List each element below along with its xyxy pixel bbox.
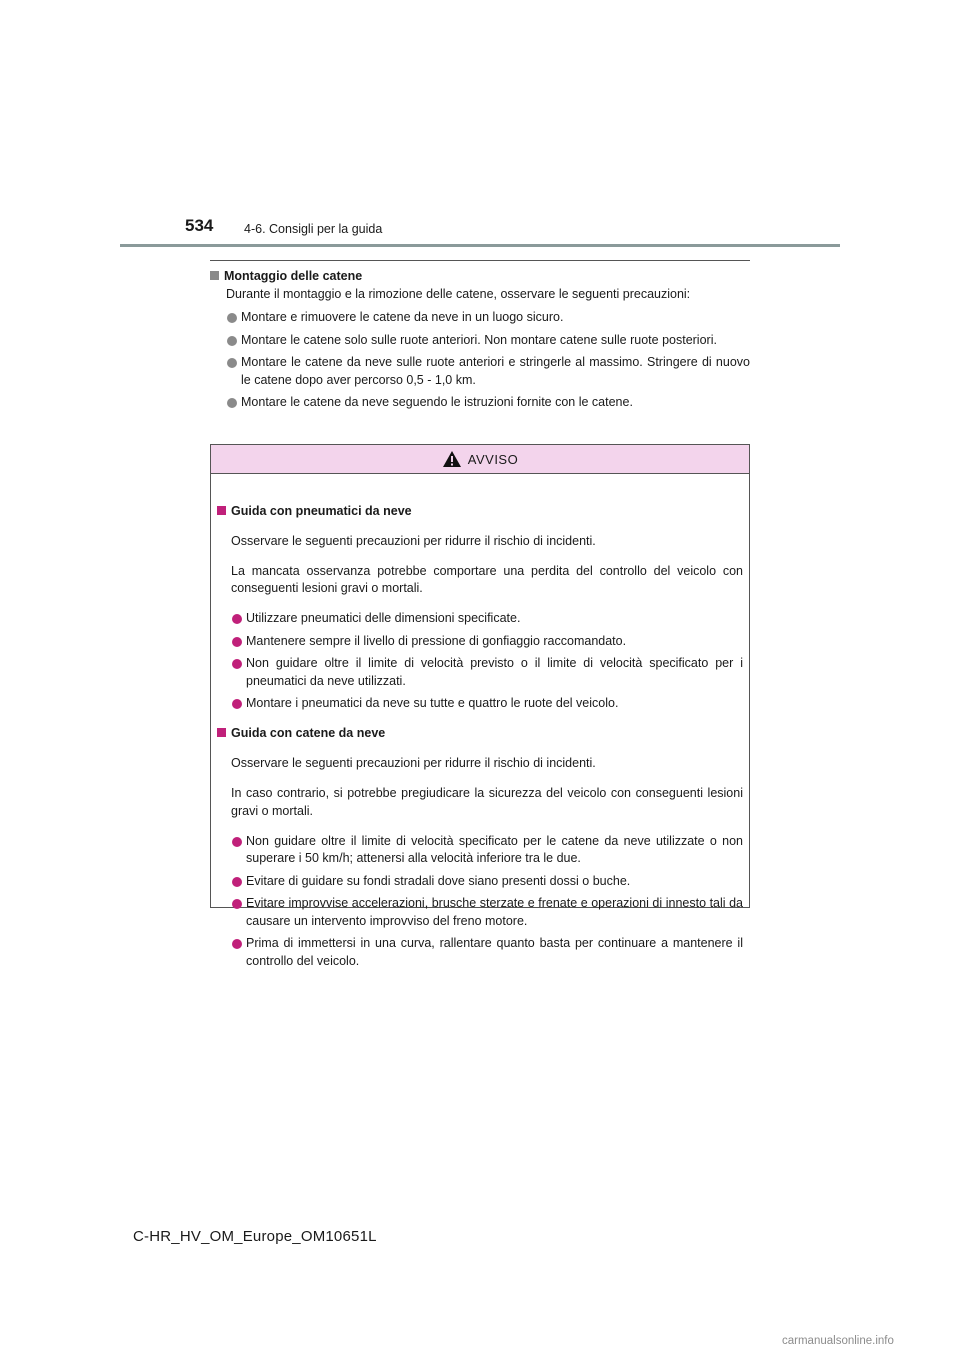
warning-body	[211, 474, 749, 970]
page-number: 534	[185, 216, 214, 235]
warning-section-snow-tires	[217, 503, 743, 713]
circle-bullet-icon	[227, 358, 237, 368]
montaggio-section	[210, 268, 750, 417]
montaggio-bullets	[210, 309, 750, 412]
warning-section-heading: Guida con catene da neve	[217, 725, 743, 743]
header-rule	[120, 244, 840, 247]
circle-bullet-icon	[232, 699, 242, 709]
circle-bullet-icon	[227, 313, 237, 323]
section-rule	[210, 260, 750, 261]
warning-box	[210, 444, 750, 968]
circle-bullet-icon	[232, 877, 242, 887]
warning-intro-line: La mancata osservanza potrebbe comportare una perdita del controllo del veicolo con conseguenti lesioni gravi o mortali.	[231, 563, 743, 595]
circle-bullet-icon	[232, 939, 242, 949]
circle-bullet-icon	[227, 398, 237, 408]
warning-intro-line: In caso contrario, si potrebbe pregiudicare la sicurezza del veicolo con conseguenti lesioni gravi o mortali.	[231, 786, 743, 818]
list-item: Prima di immettersi in una curva, rallentare quanto basta per continuare a mantenere il controllo del veicolo.	[232, 935, 743, 970]
warning-intro-line: Osservare le seguenti precauzioni per ridurre il rischio di incidenti.	[231, 533, 596, 548]
list-item: Montare le catene solo sulle ruote anteriori. Non montare catene sulle ruote posteriori.	[227, 332, 750, 350]
circle-bullet-icon	[227, 336, 237, 346]
list-item: Montare i pneumatici da neve su tutte e quattro le ruote del veicolo.	[232, 695, 743, 713]
warning-intro-line: Osservare le seguenti precauzioni per ridurre il rischio di incidenti.	[231, 756, 596, 770]
list-item: Montare le catene da neve seguendo le istruzioni fornite con le catene.	[227, 394, 750, 412]
warning-section-heading: Guida con pneumatici da neve	[217, 503, 743, 521]
circle-bullet-icon	[232, 659, 242, 669]
circle-bullet-icon	[232, 614, 242, 624]
warning-title: AVVISO	[467, 451, 519, 467]
list-item: Utilizzare pneumatici delle dimensioni specificate.	[232, 610, 743, 628]
watermark-link[interactable]: carmanualsonline.info	[782, 1335, 894, 1347]
warning-header	[211, 445, 749, 474]
list-item: Evitare di guidare su fondi stradali dove siano presenti dossi o buche.	[232, 873, 743, 891]
list-item: Evitare improvvise accelerazioni, brusche sterzate e frenate e operazioni di innesto tali da causare un intervento improvviso del freno motore.	[232, 895, 743, 930]
square-bullet-icon	[217, 506, 226, 515]
montaggio-title: Montaggio delle catene	[224, 269, 363, 283]
list-item: Montare e rimuovere le catene da neve in un luogo sicuro.	[227, 309, 750, 327]
montaggio-heading	[210, 268, 750, 286]
montaggio-intro: Durante il montaggio e la rimozione delle catene, osservare le seguenti precauzioni:	[226, 286, 691, 301]
circle-bullet-icon	[232, 637, 242, 647]
list-item: Non guidare oltre il limite di velocità previsto o il limite di velocità specificato per i pneumatici da neve utilizzati.	[232, 655, 743, 690]
square-bullet-icon	[217, 728, 226, 737]
list-item: Mantenere sempre il livello di pressione di gonfiaggio raccomandato.	[232, 633, 743, 651]
square-bullet-icon	[210, 271, 219, 280]
circle-bullet-icon	[232, 837, 242, 847]
circle-bullet-icon	[232, 899, 242, 909]
warning-triangle-icon	[442, 450, 462, 468]
document-code: C-HR_HV_OM_Europe_OM10651L	[133, 1228, 377, 1245]
warning-section-snow-chains	[217, 725, 743, 970]
list-item: Non guidare oltre il limite di velocità specificato per le catene da neve utilizzate o non superare i 50 km/h; attenersi alla velocità inferiore tra le due.	[232, 833, 743, 868]
list-item: Montare le catene da neve sulle ruote anteriori e stringerle al massimo. Stringere di nuovo le catene dopo aver percorso 0,5 - 1,0 km.	[227, 354, 750, 389]
section-title: 4-6. Consigli per la guida	[244, 222, 383, 236]
